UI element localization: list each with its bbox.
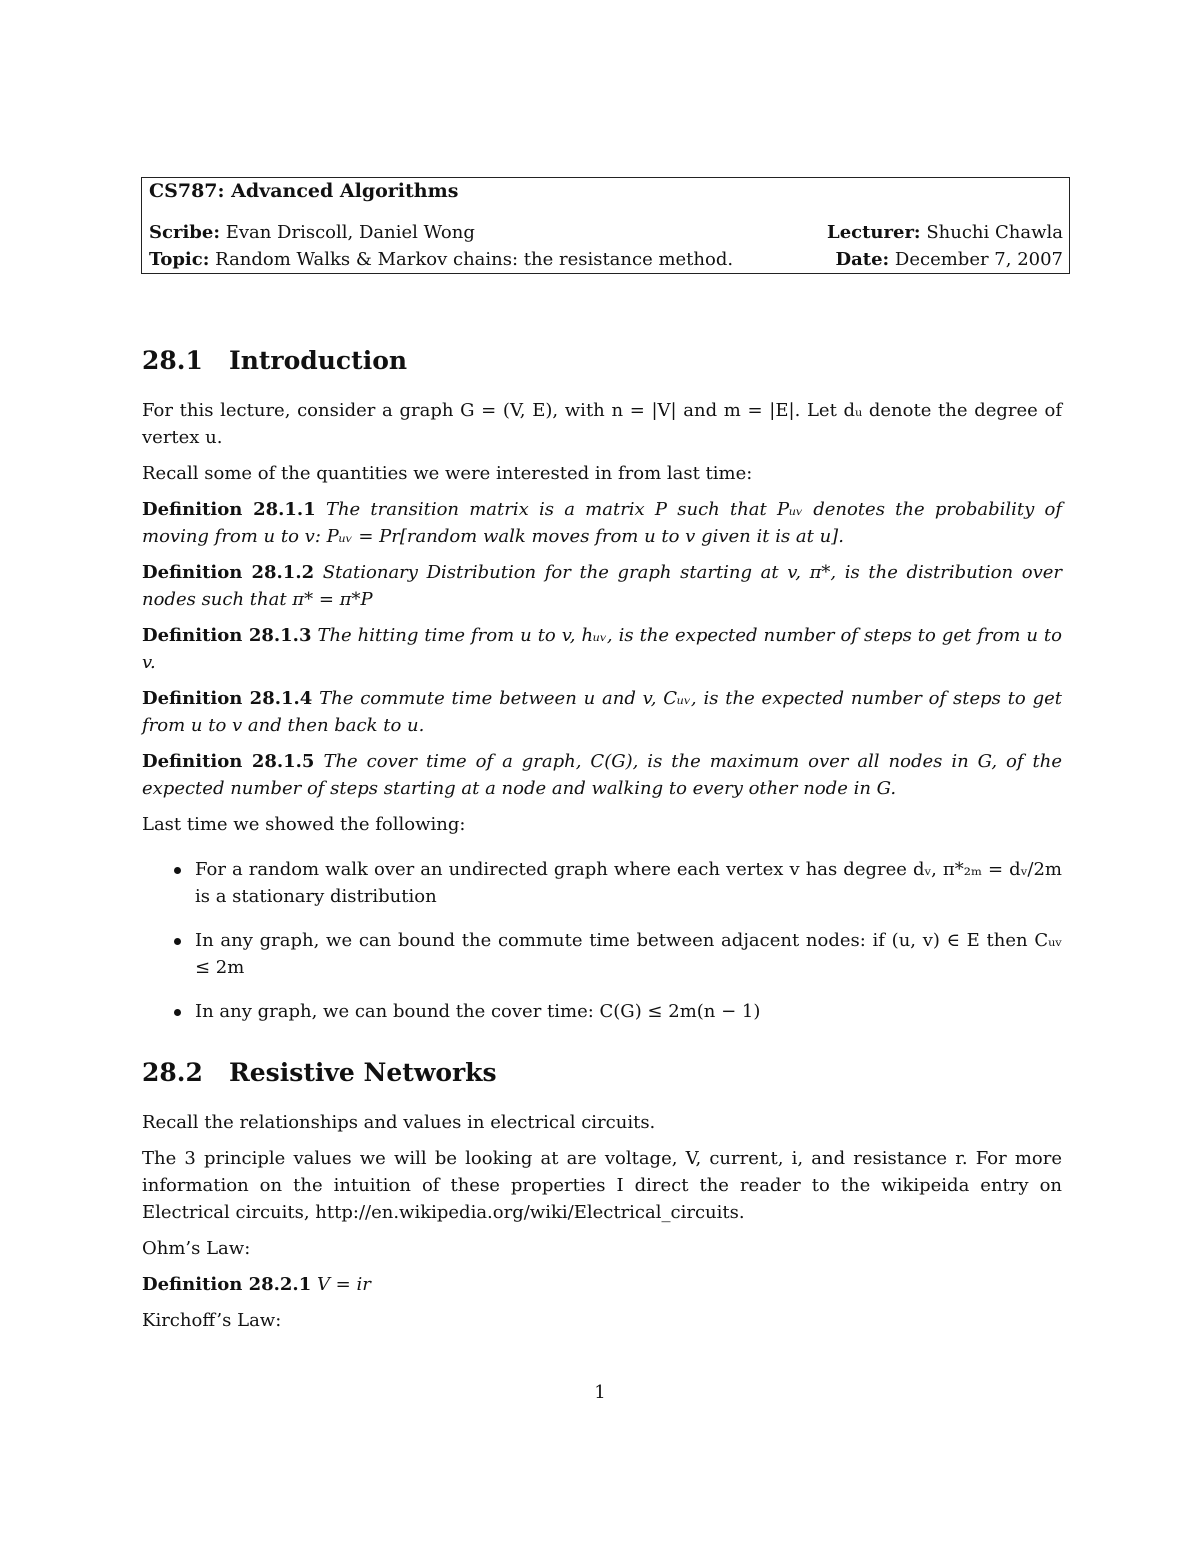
principle-values-paragraph: The 3 principle values we will be looking at are voltage, V, current, i, and resistance r. For more information on the intuition of these properties I direct the reader to the wikipeida entry on Electrical circuits, http://en.wikipedia.org/wiki/Electrical_circuits. xyxy=(142,1148,1062,1223)
section-heading-resistive-networks: 28.2 Resistive Networks xyxy=(142,1058,497,1087)
circuits-paragraph: Recall the relationships and values in electrical circuits. xyxy=(142,1112,656,1133)
section-heading-introduction: 28.1 Introduction xyxy=(142,346,408,375)
recall-paragraph: Recall some of the quantities we were interested in from last time: xyxy=(142,463,753,484)
definition-28-1-3: Definition 28.1.3 The hitting time from u to v, hᵤᵥ, is the expected number of steps to get from u to v. xyxy=(142,625,1062,673)
kirchoffs-law-label: Kirchoff’s Law: xyxy=(142,1310,282,1331)
bullet-icon xyxy=(174,867,181,874)
definition-28-1-4: Definition 28.1.4 The commute time between u and v, Cᵤᵥ, is the expected number of steps to get from u to v and then back to u. xyxy=(142,688,1062,736)
list-item: In any graph, we can bound the cover time: C(G) ≤ 2m(n − 1) xyxy=(142,998,1062,1025)
definition-28-1-1: Definition 28.1.1 The transition matrix is a matrix P such that Pᵤᵥ denotes the probability of moving from u to v: Pᵤᵥ = Pr[random walk moves from u to v given it is at u]. xyxy=(142,499,1062,547)
bullet-icon xyxy=(174,938,181,945)
page-number: 1 xyxy=(594,1382,606,1403)
ohms-law-label: Ohm’s Law: xyxy=(142,1238,251,1259)
list-item: For a random walk over an undirected graph where each vertex v has degree dᵥ, π*₂ₘ = dᵥ/2m is a stationary distribution xyxy=(142,856,1062,910)
header-row-scribe xyxy=(149,222,1063,243)
date-field: Date: December 7, 2007 xyxy=(835,249,1063,270)
course-title: CS787: Advanced Algorithms xyxy=(149,180,459,202)
bullet-icon xyxy=(174,1009,181,1016)
definition-28-1-5: Definition 28.1.5 The cover time of a graph, C(G), is the maximum over all nodes in G, of the expected number of steps starting at a node and walking to every other node in G. xyxy=(142,751,1062,799)
definition-28-1-2: Definition 28.1.2 Stationary Distribution for the graph starting at v, π*, is the distribution over nodes such that π* = π*P xyxy=(142,562,1062,610)
last-time-paragraph: Last time we showed the following: xyxy=(142,814,466,835)
topic-field: Topic: Random Walks & Markov chains: the resistance method. xyxy=(149,249,734,270)
results-list xyxy=(142,856,1062,1025)
header-row-topic xyxy=(149,249,1063,270)
main-content xyxy=(142,344,1062,1334)
lecture-header-box xyxy=(141,177,1070,274)
scribe-field: Scribe: Evan Driscoll, Daniel Wong xyxy=(149,222,475,243)
definition-28-2-1: Definition 28.2.1 V = ir xyxy=(142,1274,371,1295)
list-item: In any graph, we can bound the commute time between adjacent nodes: if (u, v) ∈ E then Cᵤᵥ ≤ 2m xyxy=(142,927,1062,981)
intro-paragraph: For this lecture, consider a graph G = (V, E), with n = |V| and m = |E|. Let dᵤ denote the degree of vertex u. xyxy=(142,400,1062,448)
lecturer-field: Lecturer: Shuchi Chawla xyxy=(827,222,1063,243)
